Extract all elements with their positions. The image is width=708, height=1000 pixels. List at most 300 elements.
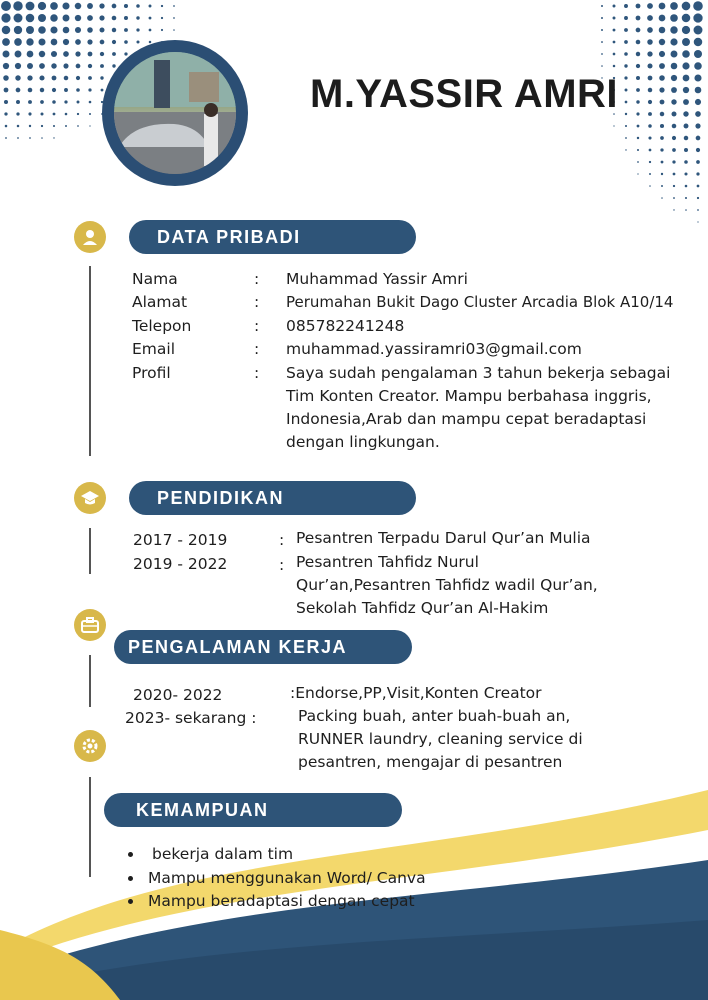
halftone-dot [671,99,676,104]
halftone-dot [660,124,664,128]
halftone-dot [649,149,652,152]
halftone-dot [149,29,152,32]
halftone-dot [673,173,676,176]
halftone-dot [38,2,46,10]
halftone-dot [87,3,93,9]
halftone-dot [99,15,104,20]
halftone-dot [76,88,80,92]
halftone-dot [29,125,31,127]
halftone-dot [1,1,11,11]
halftone-dot [75,27,81,33]
halftone-dot [661,185,663,187]
halftone-dot [16,100,20,104]
halftone-dot [101,89,104,92]
halftone-dot [4,88,9,93]
halftone-dot [52,76,57,81]
halftone-dot [149,5,152,8]
halftone-dot [648,124,652,128]
halftone-dot [637,125,640,128]
halftone-dot [682,2,691,11]
halftone-dot [173,17,175,19]
halftone-dot [670,14,678,22]
halftone-dot [89,113,91,115]
full-name-title: M.YASSIR AMRI [310,72,619,116]
halftone-dot [76,76,80,80]
section-header-pendidikan: PENDIDIKAN [129,481,416,515]
halftone-dot [14,14,23,23]
section-header-pengalaman-kerja: PENGALAMAN KERJA [114,630,412,664]
halftone-dot [613,29,616,32]
halftone-dot [100,76,103,79]
halftone-dot [613,41,616,44]
halftone-dot [694,62,702,70]
halftone-dot [38,14,46,22]
halftone-dot [88,76,92,80]
halftone-dot [17,125,20,128]
halftone-dot [636,76,640,80]
halftone-dot [672,136,676,140]
halftone-dot [64,76,69,81]
halftone-dot [613,5,616,8]
halftone-dot [27,63,33,69]
halftone-dot [648,100,652,104]
halftone-dot [63,63,68,68]
halftone-dot [29,137,31,139]
halftone-dot [88,52,93,57]
timeline-line [89,528,91,574]
halftone-dot [625,149,626,150]
halftone-dot [161,5,163,7]
halftone-dot [685,209,687,211]
halftone-dot [671,63,678,70]
halftone-dot [52,88,56,92]
halftone-dot [637,173,638,174]
halftone-dot [624,76,627,79]
halftone-dot [697,185,700,188]
halftone-dot [624,64,627,67]
halftone-dot [672,160,675,163]
label-alamat: Alamat [132,293,188,311]
halftone-dot [683,75,690,82]
halftone-dot [659,27,666,34]
halftone-dot [53,137,54,138]
halftone-dot [684,136,688,140]
halftone-dot [695,123,700,128]
halftone-dot [660,100,665,105]
halftone-dot [1,13,10,22]
halftone-dot [684,172,687,175]
halftone-dot [659,51,665,57]
halftone-dot [673,197,675,199]
halftone-dot [50,14,58,22]
halftone-dot [77,113,79,115]
halftone-dot [672,112,677,117]
halftone-dot [63,51,69,57]
halftone-dot [624,4,628,8]
halftone-dot [637,149,639,151]
halftone-dot [683,99,689,105]
halftone-dot [100,52,104,56]
halftone-dot [671,75,677,81]
timeline-line [89,266,91,456]
halftone-dot [660,112,664,116]
halftone-dot [636,28,641,33]
halftone-dot [16,88,21,93]
halftone-dot [659,75,665,81]
halftone-dot [41,125,43,127]
halftone-dot [87,27,93,33]
label-nama: Nama [132,270,178,288]
halftone-dot [76,64,81,69]
halftone-dot [671,51,678,58]
halftone-dot [696,148,700,152]
halftone-dot [14,26,22,34]
halftone-dot [647,27,653,33]
halftone-dot [649,173,651,175]
halftone-dot [636,16,641,21]
halftone-dot [647,63,652,68]
person-icon [74,221,106,253]
halftone-dot [601,29,603,31]
halftone-dot [695,111,701,117]
sep: : [254,364,260,382]
halftone-dot [64,88,68,92]
halftone-dot [65,125,67,127]
halftone-dot [38,38,45,45]
year-pendidikan-2: 2019 - 2022 [133,555,228,573]
halftone-dot [89,125,90,126]
halftone-dot [89,101,92,104]
profile-photo [114,52,236,174]
timeline-line [89,655,91,707]
halftone-dot [636,52,640,56]
halftone-dot [51,51,57,57]
halftone-dot [648,88,653,93]
halftone-dot [64,100,67,103]
halftone-dot [41,113,44,116]
halftone-dot [648,136,651,139]
halftone-dot [673,185,675,187]
halftone-dot [112,4,117,9]
label-email: Email [132,340,176,358]
halftone-dot [682,26,690,34]
halftone-dot [695,99,701,105]
halftone-dot [15,75,20,80]
halftone-dot [613,53,616,56]
halftone-dot [136,16,139,19]
sep: : [254,293,260,311]
school-1: Pesantren Terpadu Darul Qur’an Mulia [296,529,591,547]
halftone-dot [696,136,701,141]
halftone-dot [63,27,70,34]
halftone-dot [5,137,7,139]
school-2: Pesantren Tahfidz Nurul Qur’an,Pesantren Tahfidz wadil Qur’an, Sekolah Tahfidz Qur’an Al-Hakim [296,553,598,617]
photo-scene [114,52,236,174]
label-profil: Profil [132,364,171,382]
sep: : [254,270,260,288]
halftone-dot [39,51,45,57]
halftone-dot [648,112,652,116]
halftone-dot [4,100,8,104]
value-nama: Muhammad Yassir Amri [286,270,468,288]
halftone-dot [682,38,690,46]
halftone-dot [77,125,79,127]
halftone-dot [625,113,627,115]
halftone-dot [136,4,140,8]
halftone-dot [14,38,22,46]
gear-icon [74,730,106,762]
halftone-dot [112,40,116,44]
halftone-dot [637,137,639,139]
halftone-dot [661,173,663,175]
halftone-dot [15,51,22,58]
halftone-dot [15,63,21,69]
halftone-dot [648,76,653,81]
halftone-dot [659,3,666,10]
halftone-dot [124,52,127,55]
halftone-dot [112,28,116,32]
timeline-line [89,777,91,877]
halftone-dot [173,29,175,31]
halftone-dot [682,62,689,69]
section-header-kemampuan: KEMAMPUAN [104,793,402,827]
halftone-dot [636,100,639,103]
year-pendidikan-1: 2017 - 2019 [133,531,228,549]
halftone-dot [136,40,139,43]
halftone-dot [112,52,116,56]
halftone-dot [26,26,34,34]
halftone-dot [100,40,105,45]
value-profil: Saya sudah pengalaman 3 tahun bekerja sebagai Tim Konten Creator. Mampu berbahasa inggris, Indonesia,Arab dan mampu cepat beradaptasi dengan lingkungan. [286,364,671,451]
job-1: :Endorse,PP,Visit,Konten Creator [290,684,542,702]
halftone-dot [161,17,163,19]
section-header-data-pribadi: DATA PRIBADI [129,220,416,254]
halftone-dot [625,89,628,92]
halftone-dot [693,13,702,22]
halftone-dot [670,26,677,33]
halftone-dot [50,2,58,10]
halftone-dot [670,38,677,45]
halftone-dot [685,197,687,199]
halftone-dot [40,88,44,92]
halftone-dot [684,124,689,129]
halftone-dot [683,111,688,116]
halftone-dot [3,75,9,81]
halftone-dot [87,39,92,44]
halftone-dot [647,3,653,9]
halftone-dot [696,172,699,175]
halftone-dot [112,64,115,67]
halftone-dot [624,52,628,56]
halftone-dot [661,197,663,199]
halftone-dot [2,50,9,57]
halftone-dot [27,75,32,80]
halftone-dot [659,15,666,22]
halftone-dot [28,112,31,115]
halftone-dot [672,148,676,152]
halftone-dot [625,101,628,104]
value-email: muhammad.yassiramri03@gmail.com [286,340,582,358]
year-pengalaman-2: 2023- sekarang : [125,709,257,727]
year-pengalaman-1: 2020- 2022 [133,686,223,704]
halftone-dot [613,17,616,20]
halftone-dot [124,28,128,32]
halftone-dot [694,74,701,81]
halftone-dot [661,161,664,164]
halftone-dot [2,26,11,35]
halftone-dot [39,63,45,69]
halftone-dot [2,38,10,46]
halftone-dot [124,4,128,8]
halftone-dot [625,125,627,127]
halftone-dot [4,112,7,115]
halftone-dot [613,65,616,68]
halftone-dot [696,160,700,164]
halftone-dot [75,51,80,56]
halftone-dot [697,197,699,199]
halftone-dot [672,124,677,129]
halftone-dot [697,221,698,222]
halftone-dot [52,100,56,104]
halftone-dot [684,148,688,152]
value-alamat: Perumahan Bukit Dago Cluster Arcadia Blok A10/14 [286,293,674,311]
halftone-dot [625,137,627,139]
briefcase-icon [74,609,106,641]
halftone-dot [601,17,603,19]
halftone-dot [636,112,639,115]
halftone-dot [27,51,34,58]
halftone-dot [161,29,163,31]
halftone-dot [75,3,82,10]
halftone-dot [694,38,703,47]
halftone-dot [40,100,44,104]
sep: : [254,317,260,335]
halftone-dot [17,137,19,139]
list-item: • bekerja dalam tim [144,843,426,867]
halftone-dot [649,161,651,163]
halftone-dot [28,100,32,104]
halftone-dot [671,87,677,93]
halftone-dot [39,75,44,80]
halftone-dot [636,88,640,92]
halftone-dot [75,39,81,45]
halftone-dot [62,2,69,9]
halftone-dot [112,16,117,21]
halftone-dot [41,137,43,139]
halftone-dot [65,113,68,116]
halftone-dot [87,15,93,21]
halftone-dot [16,112,19,115]
halftone-dot [683,87,689,93]
halftone-dot [38,26,46,34]
profile-photo-frame [102,40,248,186]
halftone-dot [697,209,699,211]
halftone-dot [100,64,104,68]
halftone-dot [660,136,664,140]
sep: : [254,340,260,358]
halftone-dot [660,148,663,151]
halftone-dot [693,1,703,11]
sep: : [279,556,285,574]
halftone-dot [624,28,628,32]
halftone-dot [636,4,641,9]
halftone-dot [13,1,22,10]
halftone-dot [50,26,57,33]
halftone-dot [659,63,665,69]
halftone-dot [53,125,55,127]
label-telepon: Telepon [132,317,192,335]
halftone-dot [53,113,56,116]
halftone-dot [26,38,33,45]
halftone-dot [601,53,603,55]
halftone-dot [51,39,58,46]
halftone-dot [601,5,603,7]
halftone-dot [124,40,128,44]
halftone-dot [136,28,139,31]
halftone-dot [100,28,105,33]
halftone-dot [51,63,56,68]
list-item: • Mampu beradaptasi dengan cepat [144,890,426,914]
halftone-dot [636,64,640,68]
halftone-dot [659,39,665,45]
halftone-dot [88,88,91,91]
halftone-dot [5,125,8,128]
halftone-dot [601,65,603,67]
halftone-dot [647,39,653,45]
sep: : [279,531,285,549]
halftone-dot [149,17,152,20]
halftone-dot [624,40,628,44]
halftone-dot [649,185,651,187]
halftone-dot [75,15,81,21]
halftone-dot [682,14,691,23]
job-2: Packing buah, anter buah-buah an, RUNNER laundry, cleaning service di pesantren, mengajar di pesantren [298,707,583,771]
halftone-dot [694,26,703,35]
halftone-dot [682,50,690,58]
graduation-cap-icon [74,482,106,514]
halftone-dot [173,5,175,7]
halftone-dot [26,14,35,23]
halftone-dot [673,209,674,210]
halftone-dot [694,50,702,58]
halftone-dot [659,87,664,92]
halftone-dot [88,64,92,68]
value-telepon: 085782241248 [286,317,405,335]
halftone-dots-top-right [560,0,708,250]
halftone-dot [124,16,128,20]
halftone-dot [647,51,652,56]
halftone-dot [685,185,688,188]
halftone-dot [670,2,678,10]
halftone-dot [684,160,688,164]
halftone-dot [28,88,33,93]
halftone-dot [63,15,70,22]
halftone-dot [613,125,614,126]
halftone-dot [601,41,603,43]
halftone-dot [63,39,69,45]
skills-list [124,843,426,914]
halftone-dot [77,101,80,104]
halftone-dot [99,3,104,8]
halftone-dot [26,2,35,11]
halftone-dot [636,40,641,45]
list-item: • Mampu menggunakan Word/ Canva [144,867,426,891]
halftone-dot [3,63,9,69]
halftone-dot [695,87,702,94]
halftone-dot [624,16,628,20]
halftone-dot [647,15,653,21]
halftone-dot [637,161,639,163]
